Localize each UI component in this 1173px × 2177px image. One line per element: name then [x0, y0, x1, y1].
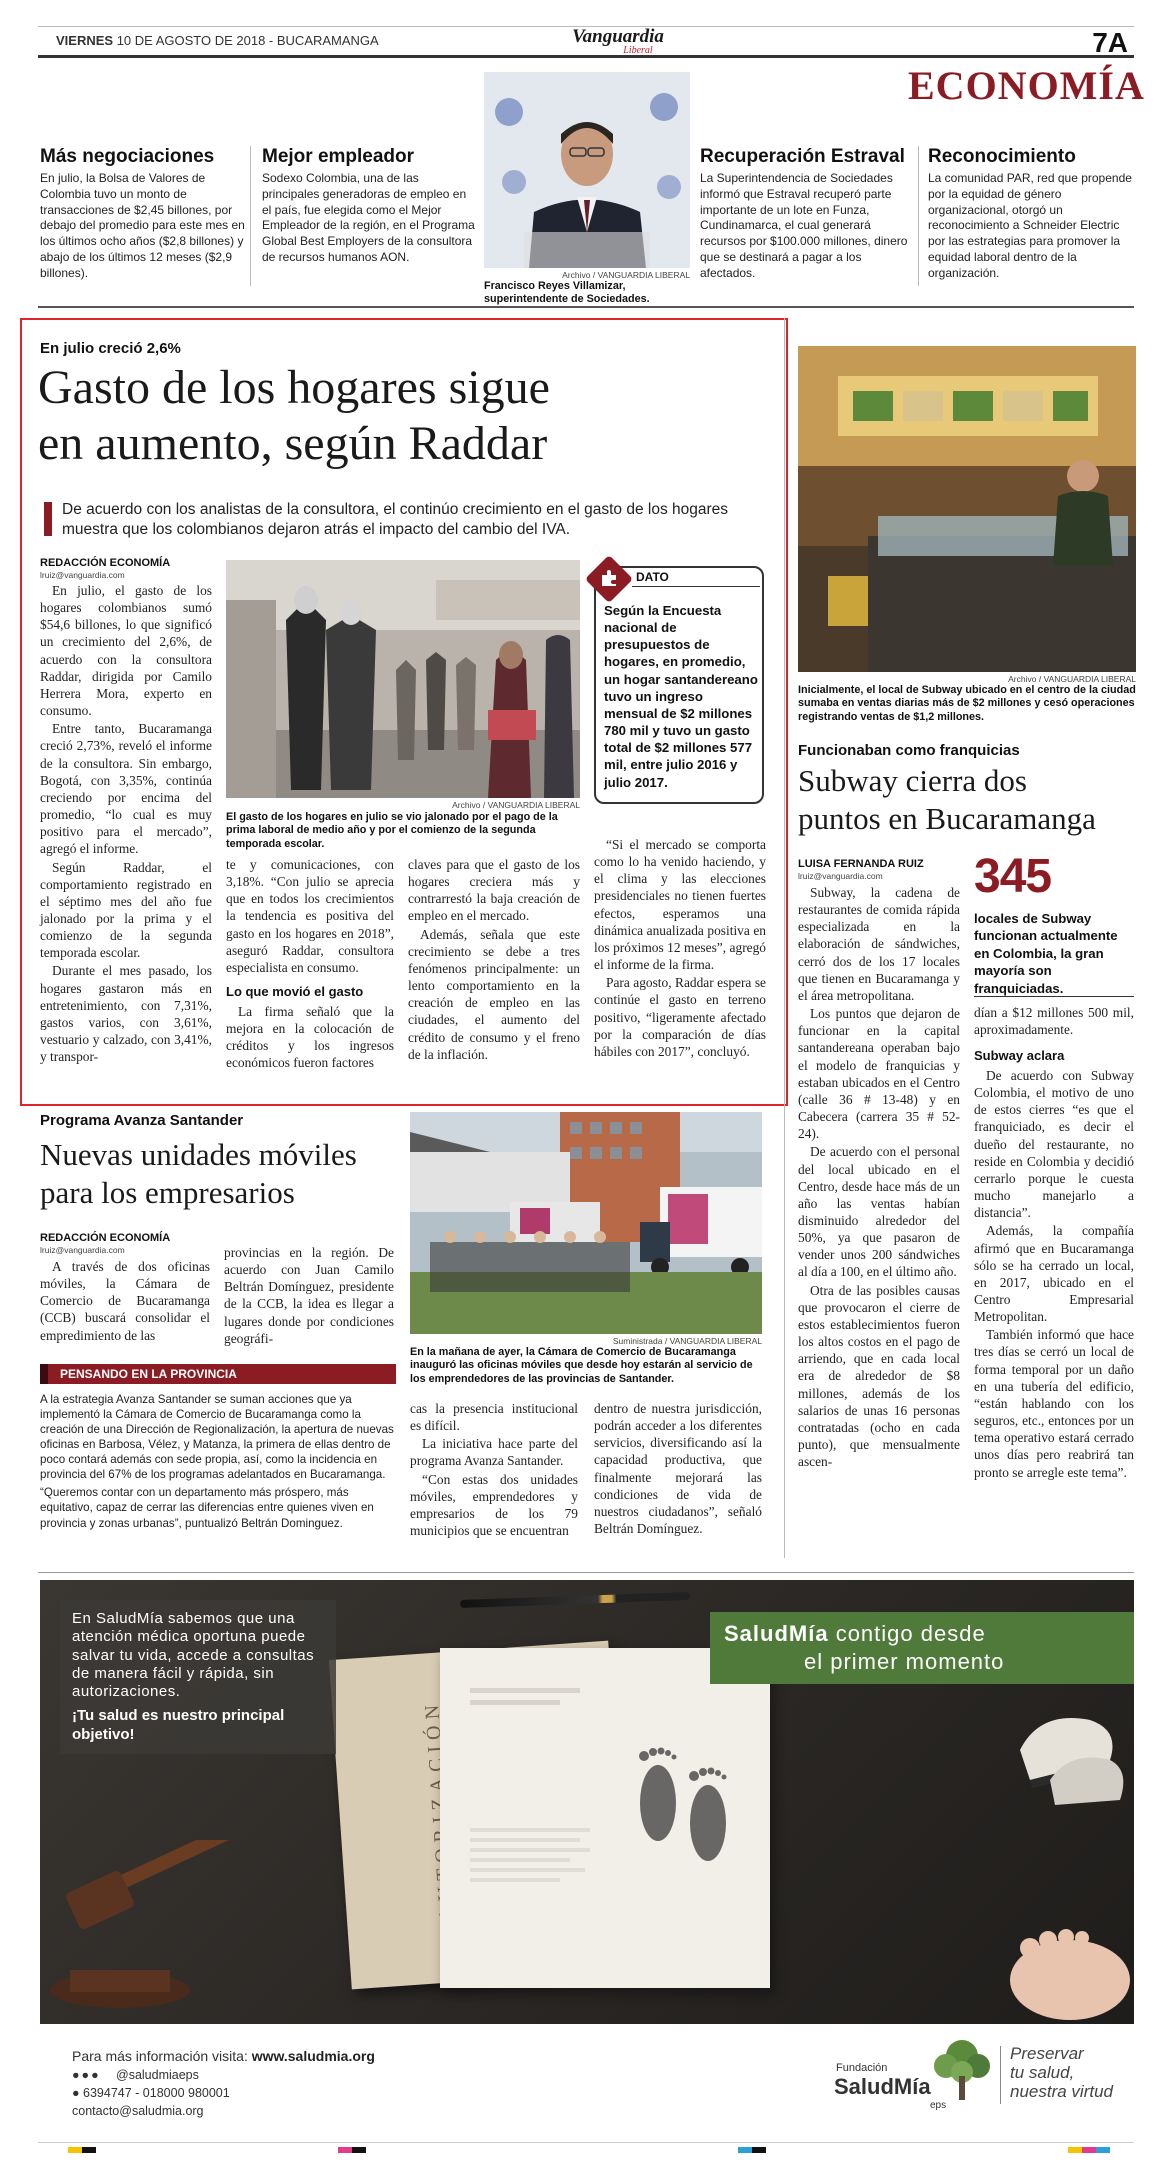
brief-mas-negociaciones: Más negociaciones En julio, la Bolsa de Valores de Colombia tuvo un monto de transacciones de $2,45 billones, por debajo del promedio para este mes en los últimos ocho años ($2,8 billones) y abajo de los últimos 12 meses ($2,9 billones).	[40, 146, 245, 280]
subway-email: lruiz@vanguardia.com	[798, 871, 883, 881]
main-subhead: Lo que movió el gasto	[226, 984, 364, 1000]
ad-left-text: En SaludMía sabemos que una atención médica oportuna puede salvar tu vida, accede a consultas de manera fácil y rápida, sin autorizaciones.	[72, 1610, 315, 1701]
moviles-column-4: dentro de nuestra jurisdicción, podrán acceder a los diferentes servicios, diversificando así la capacidad productiva, que finalmente mejorará las condiciones de vida de nuestros ciudadanos”, señaló Beltrán Domínguez.	[594, 1401, 762, 1537]
subway-column-1: Subway, la cadena de restaurantes de comida rápida especializada en la elaboración de sándwiches, cerró dos de los 17 locales que tienen en Bucaramanga y el área metropolitana. Los puntos que dejaron de funcionar en la capital santandereana operaban bajo el modelo de franquicias y estaban ubicados en el Centro (calle 36 # 13-48) y en Cabecera (carrera 35 # 52-24). De acuerdo con el personal del local ubicado en el Centro, desde hace más de un año las ventas habían disminuido alrededor del 50%, ya que pasaron de vender unos 200 sándwiches al día a 100, en el último año. Otra de las posibles causas que provocaron el cierre de estos establecimientos fueron los altos costos en el pago de arriendo, que en cada local era de alrededor de $8 millones, además de los salarios de unas 16 personas contratadas (ocho en cada punto), que mensualmente ascen-	[798, 885, 960, 1470]
gavel-icon	[50, 1840, 280, 2010]
brief-divider	[918, 146, 919, 286]
subway-store-illustration	[798, 346, 1136, 672]
moviles-photo	[410, 1112, 762, 1334]
moviles-byline: REDACCIÓN ECONOMÍA	[40, 1232, 171, 1244]
subway-stat-text: locales de Subway funcionan actualmente en Colombia, la gran mayoría son franquiciadas.	[974, 911, 1118, 996]
pensando-box-title: PENSANDO EN LA PROVINCIA	[60, 1367, 237, 1381]
mobile-offices-illustration	[410, 1112, 762, 1334]
baby-shoes-icon	[1000, 1690, 1134, 1810]
dato-label: DATO	[636, 570, 669, 584]
dato-label-rule	[632, 586, 760, 587]
main-column-4: “Si el mercado se comporta como lo ha venido haciendo, y el clima y las elecciones presidenciales no tienen fuertes efectos, esperamos una dinámica anualizada positiva en los próximos 12 meses”, agregó el informe de la firma. Para agosto, Raddar espera se continúe el gasto en terreno positivo, “ligeramente afectado por la comparación de días hábiles con 2017”, concluyó.	[594, 837, 766, 1059]
brief-photo-credit: Archivo / VANGUARDIA LIBERAL	[562, 270, 690, 280]
subway-kicker: Funcionaban como franquicias	[798, 742, 1020, 759]
subway-photo-credit: Archivo / VANGUARDIA LIBERAL	[1008, 674, 1136, 684]
brief-reconocimiento: Reconocimiento La comunidad PAR, red que propende por la equidad de género organizacional, otorgó un reconocimiento a Schneider Electric por las estrategias para promover la equidad laboral dentro de la organización.	[928, 146, 1132, 280]
dato-text: Según la Encuesta nacional de presupuestos de hogares, en promedio, un hogar santandereano tuvo un ingreso mensual de $2 millones 780 mil y tuvo un gasto total de $2 millones 577 mil, entre julio 2016 y julio 2017.	[604, 603, 758, 790]
subway-stat-number: 345	[974, 850, 1052, 903]
main-column-1: En julio, el gasto de los hogares colombianos sumó $54,6 billones, lo que significó un crecimiento del 2,6%, de acuerdo con la consultora Raddar, dirigida por Camilo Herrera Mora, experto en consumo. Entre tanto, Bucaramanga creció 2,73%, reveló el informe de la consultora. Sin embargo, Bogotá, con 3,35%, continúa creciendo por encima del promedio, “lo cual es muy positivo para el mercado”, agregó el informe. Según Raddar, el comportamiento registrado en el séptimo mes del año fue jalonado por la prima y el comienzo de la segunda temporada escolar. Durante el mes pasado, los hogares gastaron más en entretenimiento, con 7,31%, gastos varios, con 3,61%, vestuario y calzado, con 3,41%, y transpor-	[40, 583, 212, 1065]
moviles-column-3: cas la presencia institucional es difícil. La iniciativa hace parte del programa Avanza Santander. “Con estas dos unidades móviles, emprendedores y empresarios de los 79 municipios que se encuentran	[410, 1401, 578, 1539]
moviles-headline: Nuevas unidades móviles para los empresarios	[40, 1137, 357, 1210]
subway-column-rule	[784, 318, 785, 1558]
document-illustration	[440, 1648, 770, 1988]
dato-box	[594, 566, 764, 804]
brief-photo-caption: Francisco Reyes Villamizar, superintendente de Sociedades.	[484, 280, 650, 306]
ad-slogan: Preservar tu salud, nuestra virtud	[1010, 2044, 1113, 2101]
brief-divider	[250, 146, 251, 286]
main-photo-caption: El gasto de los hogares en julio se vio jalonado por el pago de la prima laboral de medio año y por el comienzo de la segunda temporada escolar.	[226, 811, 558, 850]
header-bar	[38, 26, 1134, 58]
ad-social: ●●● @saludmiaeps	[72, 2068, 199, 2082]
moviles-column-2: provincias en la región. De acuerdo con Juan Camilo Beltrán Domínguez, presidente de la CCB, la idea es llegar a lugares donde por condiciones geográfi-	[224, 1245, 394, 1346]
subway-byline: LUISA FERNANDA RUIZ	[798, 858, 924, 870]
slogan-divider	[1000, 2046, 1001, 2104]
superintendent-illustration	[484, 72, 690, 268]
ad-left-bold: ¡Tu salud es nuestro principal objetivo!	[72, 1707, 285, 1743]
pensando-box-text: A la estrategia Avanza Santander se suman acciones que ya implementó la Cámara de Comercio de Bucaramanga como la creación de una Dirección de Regionalización, la apertura de nuevas oficinas en Barbosa, Vélez, y Matanza, la primera de ellas dentro de poco contará además con sede propia, así, como la incidencia en provincia del 67% de los programas adelantados en Bucaramanga. “Queremos contar con un departamento más próspero, más equitativo, capaz de cerrar las diferencias entre quienes viven en provincia y zonas urbanas”, puntualizó Beltrán Dominguez.	[40, 1393, 394, 1530]
section-title: ECONOMÍA	[908, 63, 1145, 108]
moviles-photo-credit: Suministrada / VANGUARDIA LIBERAL	[612, 1336, 762, 1346]
main-photo-shoppers	[226, 560, 580, 798]
pensando-box-header	[40, 1364, 396, 1384]
baby-footprints-icon	[440, 1648, 770, 1988]
main-column-3: claves para que el gasto de los hogares creciera más y contrarrestó la baja creación de empleo en el mercado. Además, señala que este crecimiento se debe a tres fenómenos principalmente: un lento comportamiento en la creación de empleo en las ciudades, el aumento del crédito de consumo y el freno de la inflación.	[408, 857, 580, 1062]
social-icons: ●●●	[72, 2068, 101, 2082]
moviles-email: lruiz@vanguardia.com	[40, 1245, 125, 1255]
subway-stat-rule	[974, 996, 1134, 997]
deck-marker	[44, 502, 52, 536]
shoppers-illustration	[226, 560, 580, 798]
saludmia-ad	[40, 1580, 1134, 2024]
ad-top-rule	[38, 1572, 1134, 1573]
puzzle-icon	[599, 569, 619, 589]
ad-email: contacto@saludmia.org	[72, 2104, 204, 2118]
moviles-photo-caption: En la mañana de ayer, la Cámara de Comercio de Bucaramanga inauguró las oficinas móviles que desde hoy estarán al servicio de los emprendedores de las provincias de Santander.	[410, 1346, 753, 1385]
main-byline: REDACCIÓN ECONOMÍA	[40, 557, 171, 569]
subway-photo	[798, 346, 1136, 672]
pensando-box-marker	[40, 1364, 48, 1384]
tree-logo-icon	[930, 2034, 994, 2104]
header-date: VIERNES 10 DE AGOSTO DE 2018 - BUCARAMANGA	[56, 33, 379, 48]
ad-left-textbox	[60, 1600, 336, 1754]
main-email: lruiz@vanguardia.com	[40, 570, 125, 580]
print-registration-bar	[38, 2142, 1134, 2152]
main-deck: De acuerdo con los analistas de la consultora, el continúo crecimiento en el gasto de los hogares muestra que los colombianos dejaron atrás el impacto del cambio del IVA.	[62, 501, 729, 538]
saludmia-logo: Fundación SaludMía eps	[830, 2034, 1000, 2114]
moviles-kicker: Programa Avanza Santander	[40, 1112, 244, 1129]
baby-foot-icon	[1000, 1910, 1130, 2020]
main-kicker: En julio creció 2,6%	[40, 340, 181, 357]
ad-right-headline: SaludMía contigo desde el primer momento	[710, 1612, 1134, 1684]
ad-phone: ● 6394747 - 018000 980001	[72, 2086, 230, 2100]
page-number: 7A	[1092, 27, 1128, 58]
subway-photo-caption: Inicialmente, el local de Subway ubicado en el centro de la ciudad sumaba en ventas diarias más de $2 millones y cesó operaciones registrando ventas de $1,2 millones.	[798, 684, 1136, 723]
briefs-bottom-rule	[38, 306, 1134, 308]
ad-info-line: Para más información visita: www.saludmia.org	[72, 2048, 375, 2064]
vanguardia-logo: Vanguardia Liberal	[572, 26, 664, 56]
moviles-column-1: A través de dos oficinas móviles, la Cámara de Comercio de Bucaramanga (CCB) buscará consolidar el empredimiento de las	[40, 1259, 210, 1343]
brief-recuperacion-estraval: Recuperación Estraval La Superintendencia de Sociedades informó que Estraval recuperó parte importante de un lote en Funza, Cundinamarca, el cual generará recursos por $100.000 millones, dinero que se destinará a pagar a los afectados.	[700, 146, 908, 280]
pen-icon	[460, 1592, 690, 1608]
subway-column-2: dían a $12 millones 500 mil, aproximadamente. Subway aclara De acuerdo con Subway Colombia, el motivo de uno de estos cierres “es que el franquiciado, es decir el dueño del restaurante, no reside en Colombia y decidió cerrarlo porque le cuesta mucho manejarlo a distancia”. Además, la compañía afirmó que en Bucaramanga sólo se ha cerrado un local, en 2017, ubicado en el Centro Empresarial Metropolitan. También informó que hace tres días se cerró un local de forma temporal por un daño en una tubería del edificio, “están hablando con los seguros, etc., entonces por un tema operativo estará cerrado unos días pero reabrirá tan pronto se arregle este tema”.	[974, 1005, 1134, 1480]
main-photo-credit: Archivo / VANGUARDIA LIBERAL	[452, 800, 580, 810]
brief-mejor-empleador: Mejor empleador Sodexo Colombia, una de las principales generadoras de empleo en el país, fue elegida como el Mejor Empleador de la región, en el Programa Global Best Employers de la consultora de recursos humanos AON.	[262, 146, 475, 265]
whatsapp-icon: ●	[72, 2086, 84, 2100]
brief-photo-superintendente	[484, 72, 690, 268]
main-headline: Gasto de los hogares sigue en aumento, según Raddar	[38, 361, 550, 470]
subway-headline: Subway cierra dos puntos en Bucaramanga	[798, 763, 1096, 836]
main-column-2: te y comunicaciones, con 3,18%. “Con julio se aprecia que en todos los crecimientos la tendencia es positiva del gasto en los hogares en 2018”, aseguró Raddar, consultora especialista en consumo. Lo que movió el gasto La firma señaló que la mejora en la colocación de créditos y los ingresos económicos fueron factores	[226, 857, 394, 1071]
subway-subhead: Subway aclara	[974, 1048, 1065, 1064]
